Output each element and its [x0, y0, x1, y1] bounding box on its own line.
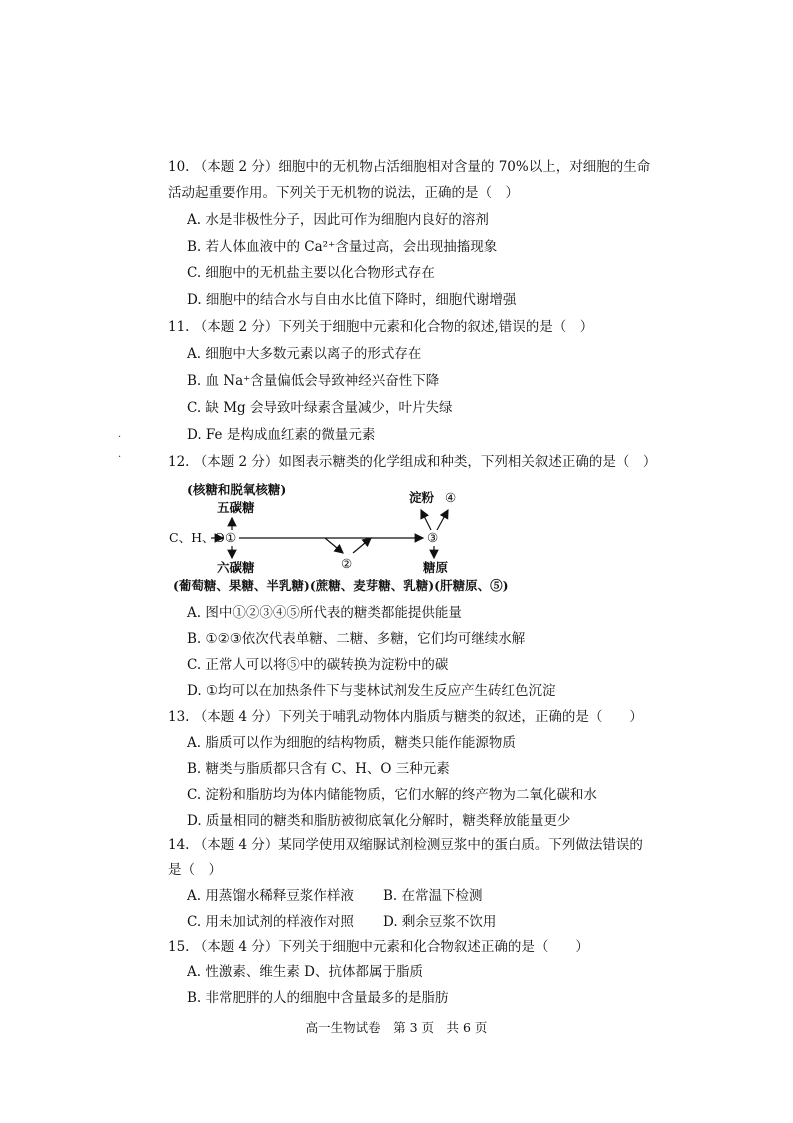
q12-option-b: B. ①②③依次代表单糖、二糖、多糖，它们均可继续水解	[187, 631, 526, 647]
node-4: ④	[445, 490, 457, 505]
node-3: ③	[427, 530, 439, 545]
q10-option-c: C. 细胞中的无机盐主要以化合物形式存在	[187, 265, 435, 281]
bottom-examples-label: (葡萄糖、果糖、半乳糖)(蔗糖、麦芽糖、乳糖)(肝糖原、⑤)	[173, 578, 509, 593]
arrow-3-to-4	[437, 510, 448, 530]
pentose-examples-label: (核糖和脱氧核糖)	[187, 482, 287, 497]
q10-option-b: B. 若人体血液中的 Ca²⁺含量过高，会出现抽搐现象	[187, 239, 498, 255]
q11-option-a: A. 细胞中大多数元素以离子的形式存在	[187, 346, 422, 362]
arrow-from-2	[353, 538, 371, 553]
hexose-label: 六碳糖	[217, 560, 255, 575]
q12-option-c: C. 正常人可以将⑤中的碳转换为淀粉中的碳	[187, 657, 449, 673]
q15-option-a: A. 性激素、维生素 D、抗体都属于脂质	[187, 964, 423, 980]
pentose-label: 五碳糖	[217, 500, 255, 515]
page-footer: 高一生物试卷 第 3 页 共 6 页	[305, 1020, 488, 1035]
q12-option-a: A. 图中①②③④⑤所代表的糖类都能提供能量	[187, 605, 462, 621]
node-2: ②	[341, 556, 353, 571]
q13-option-c: C. 淀粉和脂肪均为体内储能物质，它们水解的终产物为二氧化碳和水	[187, 787, 597, 803]
q11-option-b: B. 血 Na⁺含量偏低会导致神经兴奋性下降	[187, 373, 440, 389]
q10-option-d: D. 细胞中的结合水与自由水比值下降时，细胞代谢增强	[187, 292, 517, 308]
q14-stem-line2: 是（ ）	[168, 862, 222, 878]
q15-stem-line1: 15. （本题 4 分）下列关于细胞中元素和化合物叙述正确的是（ ）	[168, 939, 589, 955]
elements-label: C、H、O	[169, 530, 225, 545]
q14-option-d: D. 剩余豆浆不饮用	[383, 914, 497, 930]
q12-option-d: D. ①均可以在加热条件下与斐林试剂发生反应产生砖红色沉淀	[187, 683, 556, 699]
q11-option-c: C. 缺 Mg 会导致叶绿素含量减少，叶片失绿	[187, 400, 453, 416]
q14-option-a: A. 用蒸馏水稀释豆浆作样液	[187, 888, 354, 904]
q14-stem-line1: 14. （本题 4 分）某同学使用双缩脲试剂检测豆浆中的蛋白质。下列做法错误的	[168, 837, 643, 853]
q13-stem-line1: 13. （本题 4 分）下列关于哺乳动物体内脂质与糖类的叙述，正确的是（ ）	[168, 709, 643, 725]
sugar-classification-diagram	[165, 478, 605, 598]
q10-stem-line1: 10. （本题 2 分）细胞中的无机物占活细胞相对含量的 70%以上，对细胞的生命	[168, 159, 651, 175]
starch-label: 淀粉	[409, 490, 435, 505]
glycogen-label: 糖原	[423, 560, 449, 575]
arrow-to-2	[325, 538, 343, 553]
q14-option-b: B. 在常温下检测	[383, 888, 483, 904]
q10-stem-line2: 活动起重要作用。下列关于无机物的说法，正确的是（ ）	[168, 185, 519, 201]
arrow-3-to-starch	[421, 510, 431, 530]
margin-mark: ·	[118, 432, 122, 443]
q13-option-b: B. 糖类与脂质都只含有 C、H、O 三种元素	[187, 761, 450, 777]
q11-stem-line1: 11. （本题 2 分）下列关于细胞中元素和化合物的叙述,错误的是（ ）	[168, 319, 594, 335]
q15-option-b: B. 非常肥胖的人的细胞中含量最多的是脂肪	[187, 990, 449, 1006]
q11-option-d: D. Fe 是构成血红素的微量元素	[187, 427, 376, 443]
q13-option-d: D. 质量相同的糖类和脂肪被彻底氧化分解时，糖类释放能量更少	[187, 813, 571, 829]
q13-option-a: A. 脂质可以作为细胞的结构物质，糖类只能作能源物质	[187, 735, 516, 751]
q12-stem-line1: 12. （本题 2 分）如图表示糖类的化学组成和种类，下列相关叙述正确的是（ ）	[168, 454, 657, 470]
q14-option-c: C. 用未加试剂的样液作对照	[187, 914, 354, 930]
node-1: ①	[225, 530, 237, 545]
q10-option-a: A. 水是非极性分子，因此可作为细胞内良好的溶剂	[187, 212, 489, 228]
margin-mark: ·	[118, 452, 122, 463]
